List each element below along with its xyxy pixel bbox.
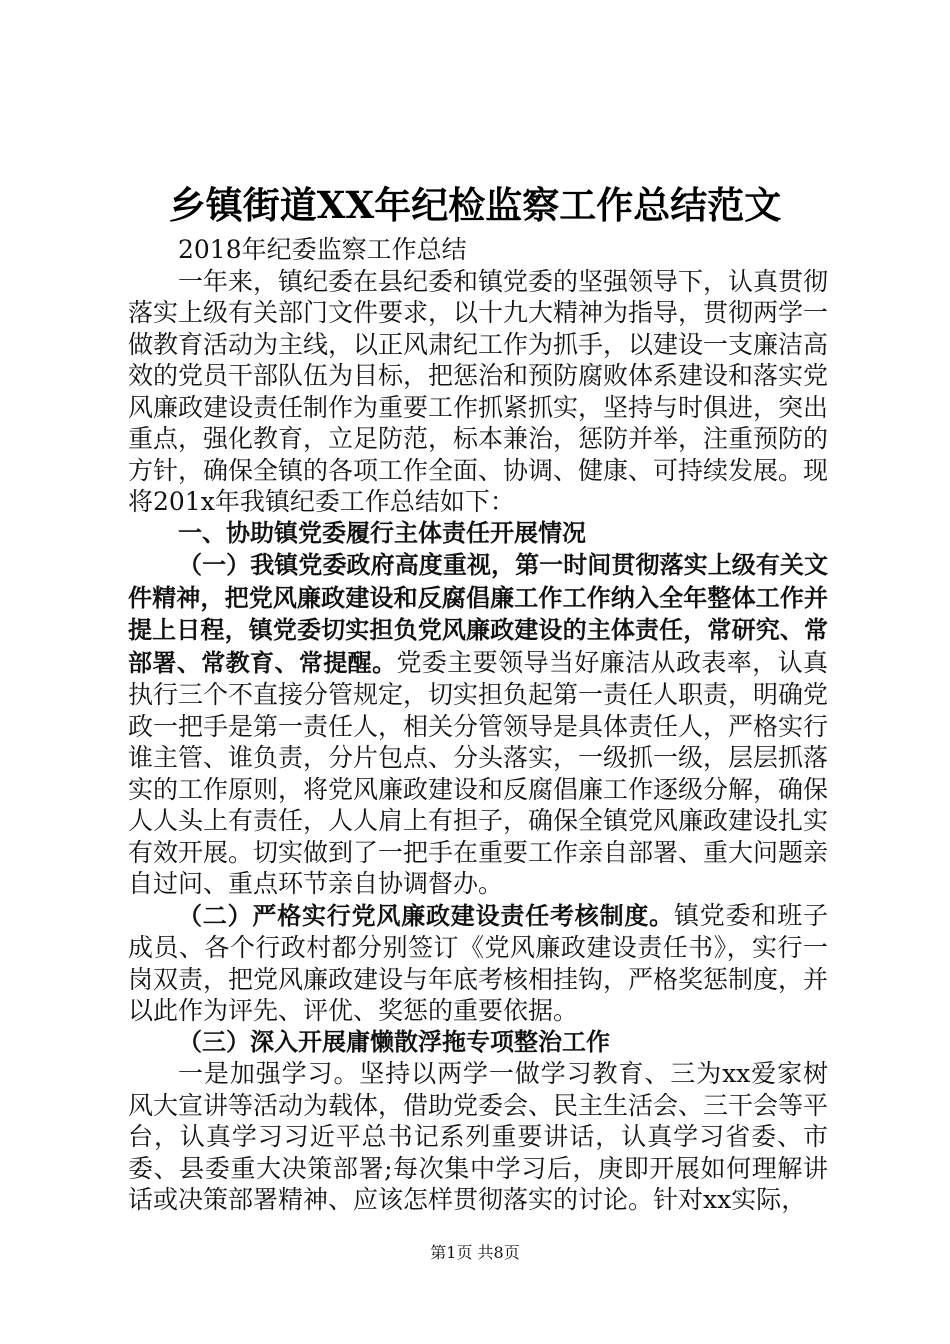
document-title: 乡镇街道XX年纪检监察工作总结范文: [168, 183, 782, 227]
paragraph-two: [128, 900, 828, 1027]
page-footer: 第1页 共8页: [430, 1243, 520, 1262]
document-body: [128, 234, 828, 1216]
intro-paragraph: 一年来，镇纪委在县纪委和镇党委的坚强领导下，认真贯彻落实上级有关部门文件要求，以十九大精神为指导，贯彻两学一做教育活动为主线，以正风肃纪工作为抓手，以建设一支廉洁高效的党员干部队伍为目标，把惩治和预防腐败体系建设和落实党风廉政建设责任制作为重要工作抓紧抓实，坚持与时俱进，突出重点，强化教育，立足防范，标本兼治，惩防并举，注重预防的方针，确保全镇的各项工作全面、协调、健康、可持续发展。现将201x年我镇纪委工作总结如下：: [128, 266, 829, 516]
paragraph-four: 一是加强学习。坚持以两学一做学习教育、三为xx爱家树风大宣讲等活动为载体，借助党委会、民主生活会、三干会等平台，认真学习习近平总书记系列重要讲话，认真学习省委、市委、县委重大决策部署;每次集中学习后，庚即开展如何理解讲话或决策部署精神、应该怎样贯彻落实的讨论。针对xx实际，: [128, 1059, 829, 1214]
subsection-heading: （三）深入开展庸懒散浮拖专项整治工作: [178, 1027, 610, 1056]
section-heading: 一、协助镇党委履行主体责任开展情况: [178, 518, 586, 547]
paragraph-two-text: 镇党委和班子成员、各个行政村都分别签订《党风廉政建设责任书》，实行一岗双责，把党风廉政建设与年底考核相挂钩，严格奖惩制度，并以此作为评先、评优、奖惩的重要依据。: [128, 900, 829, 1025]
paragraph-one-bold: （一）我镇党委政府高度重视，第一时间贯彻落实上级有关文件精神，把党风廉政建设和反腐倡廉工作工作纳入全年整体工作并提上日程，镇党委切实担负党风廉政建设的主体责任，常研究、常部署、常教育、常提醒。: [128, 551, 828, 677]
paragraph-one: [128, 549, 828, 900]
paragraph-two-bold: （二）严格实行党风廉政建设责任考核制度。: [178, 901, 674, 930]
document-subtitle: 2018年纪委监察工作总结: [178, 235, 467, 264]
paragraph-one-text: 党委主要领导当好廉洁从政表率，认真执行三个不直接分管规定，切实担负起第一责任人职责，明确党政一把手是第一责任人，相关分管领导是具体责任人，严格实行谁主管、谁负责，分片包点、分头落实，一级抓一级，层层抓落实的工作原则，将党风廉政建设和反腐倡廉工作逐级分解，确保人人头上有责任，人人肩上有担子，确保全镇党风廉政建设扎实有效开展。切实做到了一把手在重要工作亲自部署、重大问题亲自过问、重点环节亲自协调督办。: [128, 647, 829, 898]
